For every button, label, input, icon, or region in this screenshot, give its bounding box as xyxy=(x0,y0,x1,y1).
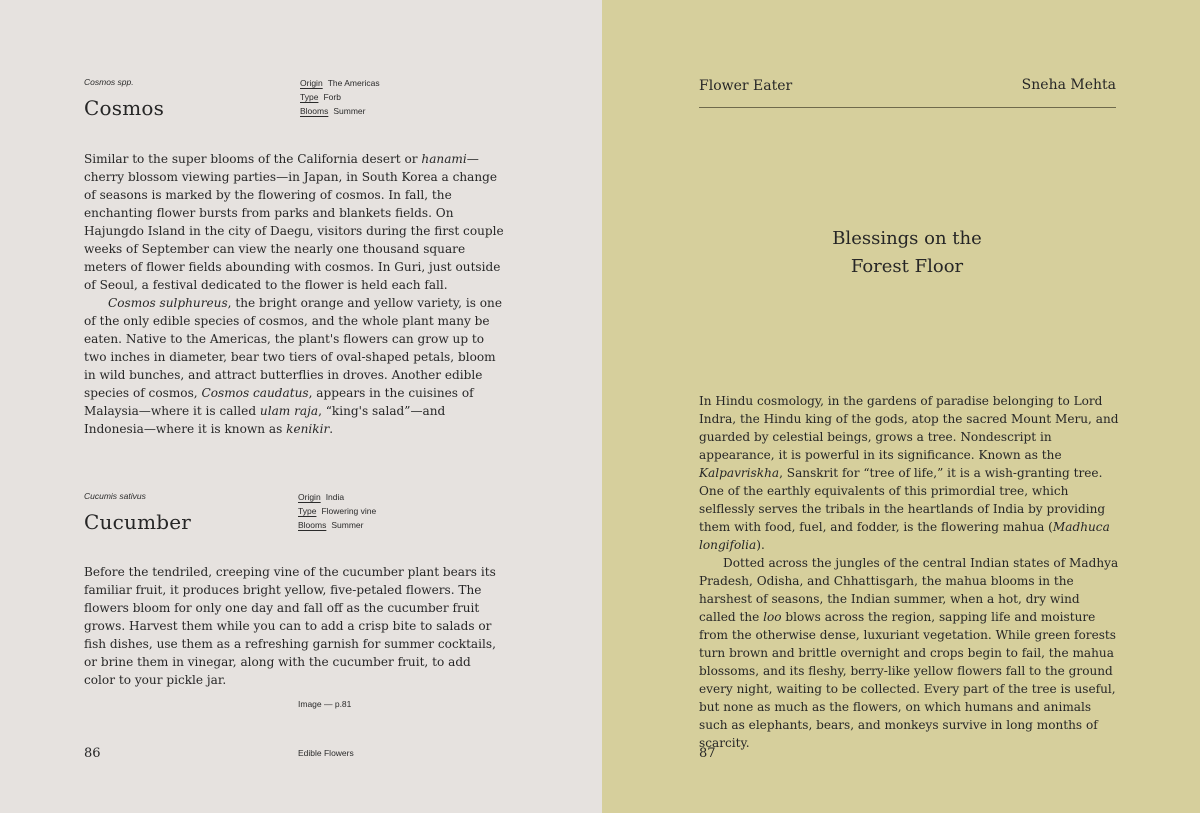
right-page xyxy=(602,0,1200,813)
page-number: 86 xyxy=(84,746,101,761)
cucumber-type-row xyxy=(298,504,376,518)
italic-text-run: loo xyxy=(763,610,782,624)
cucumber-meta xyxy=(298,490,376,532)
type-value: Forb xyxy=(323,92,341,102)
cosmos-latin-name: Cosmos spp. xyxy=(84,77,134,87)
text-run: Before the tendriled, creeping vine of the cucumber plant bears its familiar fruit, it produces bright yellow, five-petaled flowers. The flowers bloom for only one day and fall off as the cucumber fruit grows. Harvest them while you can to add a crisp bite to salads or fish dishes, use them as a refreshing garnish for summer cocktails, or brine them in vinegar, along with the cucumber fruit, to add color to your pickle jar. xyxy=(84,565,496,687)
cosmos-blooms-row xyxy=(300,104,380,118)
blooms-value: Summer xyxy=(331,520,364,530)
cosmos-meta xyxy=(300,76,380,118)
chapter-heading xyxy=(799,225,1015,281)
heading-line-1: Blessings on the xyxy=(832,228,982,249)
cosmos-title: Cosmos xyxy=(84,96,165,120)
origin-label: Origin xyxy=(300,78,323,88)
blooms-label: Blooms xyxy=(300,106,329,116)
body-paragraph xyxy=(699,392,1119,554)
type-label: Type xyxy=(300,92,319,102)
text-run: , “king's salad”—and Indonesia—where it is known as xyxy=(84,404,446,436)
essay-body xyxy=(699,392,1119,752)
cosmos-type-row xyxy=(300,90,380,104)
type-value: Flowering vine xyxy=(321,506,377,516)
image-reference: Image — p.81 xyxy=(298,699,352,709)
text-run: ). xyxy=(756,538,765,552)
blooms-label: Blooms xyxy=(298,520,327,530)
text-run: blows across the region, sapping life and moisture from the otherwise dense, luxuriant vegetation. While green forests turn brown and brittle overnight and crops begin to fail, the mahua blossoms, and its fleshy, berry-like yellow flowers fall to the ground every night, waiting to be collected. Every part of the tree is useful, but none as much as the flowers, on which humans and animals such as elephants, bears, and monkeys survive in long months of scarcity. xyxy=(699,610,1116,750)
cucumber-latin-name: Cucumis sativus xyxy=(84,491,146,501)
text-run: Dotted across the jungles of the central Indian states of Madhya Pradesh, Odisha, and Chhattisgarh, the mahua blooms in the harshest of seasons, the Indian summer, when a hot, dry wind called the xyxy=(699,556,1119,624)
origin-value: India xyxy=(325,492,345,502)
type-label: Type xyxy=(298,506,317,516)
italic-text-run: hanami xyxy=(421,152,467,166)
heading-line-2: Forest Floor xyxy=(850,256,964,277)
cucumber-title: Cucumber xyxy=(84,510,192,534)
running-head-title: Flower Eater xyxy=(699,78,793,94)
text-run: , the bright orange and yellow variety, is one of the only edible species of cosmos, and the whole plant many be eaten. Native to the Americas, the plant's flowers can grow up to two inches in diameter, bear two tiers of oval-shaped petals, bloom in wild bunches, and attract butterflies in droves. Another edible species of cosmos, xyxy=(84,296,502,400)
italic-text-run: Cosmos caudatus xyxy=(201,386,309,400)
cosmos-body xyxy=(84,150,504,438)
text-run: —cherry blossom viewing parties—in Japan, in South Korea a change of seasons is marked by the flowering of cosmos. In fall, the enchanting flower bursts from parks and blankets fields. On Hajungdo Island in the city of Daegu, visitors during the first couple weeks of September can view the nearly one thousand square meters of flower fields abounding with cosmos. In Guri, just outside of Seoul, a festival dedicated to the flower is held each fall. xyxy=(84,152,504,292)
page-number: 87 xyxy=(699,746,716,761)
cucumber-blooms-row xyxy=(298,518,376,532)
body-paragraph xyxy=(84,294,504,438)
origin-label: Origin xyxy=(298,492,321,502)
text-run: , appears in the cuisines of Malaysia—where it is called xyxy=(84,386,474,418)
italic-text-run: kenikir xyxy=(286,422,330,436)
cucumber-origin-row xyxy=(298,490,376,504)
body-paragraph xyxy=(84,150,504,294)
cucumber-body xyxy=(84,563,504,689)
running-head-author: Sneha Mehta xyxy=(1021,77,1116,93)
body-paragraph xyxy=(699,554,1119,752)
italic-text-run: Kalpavriskha xyxy=(699,466,780,480)
italic-text-run: Madhuca longifolia xyxy=(699,520,1110,552)
body-paragraph xyxy=(84,563,504,689)
text-run: Similar to the super blooms of the California desert or xyxy=(84,152,422,166)
cosmos-origin-row xyxy=(300,76,380,90)
italic-text-run: ulam raja xyxy=(259,404,319,418)
italic-text-run: Cosmos sulphureus xyxy=(108,296,228,310)
origin-value: The Americas xyxy=(327,78,380,88)
blooms-value: Summer xyxy=(333,106,366,116)
text-run: , Sanskrit for “tree of life,” it is a wish-granting tree. One of the earthly equivalents of this primordial tree, which selflessly serves the tribals in the heartlands of India by providing them with food, fuel, and fodder, is the flowering mahua ( xyxy=(699,466,1106,534)
header-rule xyxy=(699,107,1116,108)
book-title-footer: Edible Flowers xyxy=(298,748,354,758)
text-run: . xyxy=(329,422,334,436)
text-run: In Hindu cosmology, in the gardens of paradise belonging to Lord Indra, the Hindu king of the gods, atop the sacred Mount Meru, and guarded by celestial beings, grows a tree. Nondescript in appearance, it is powerful in its significance. Known as the xyxy=(699,394,1119,462)
